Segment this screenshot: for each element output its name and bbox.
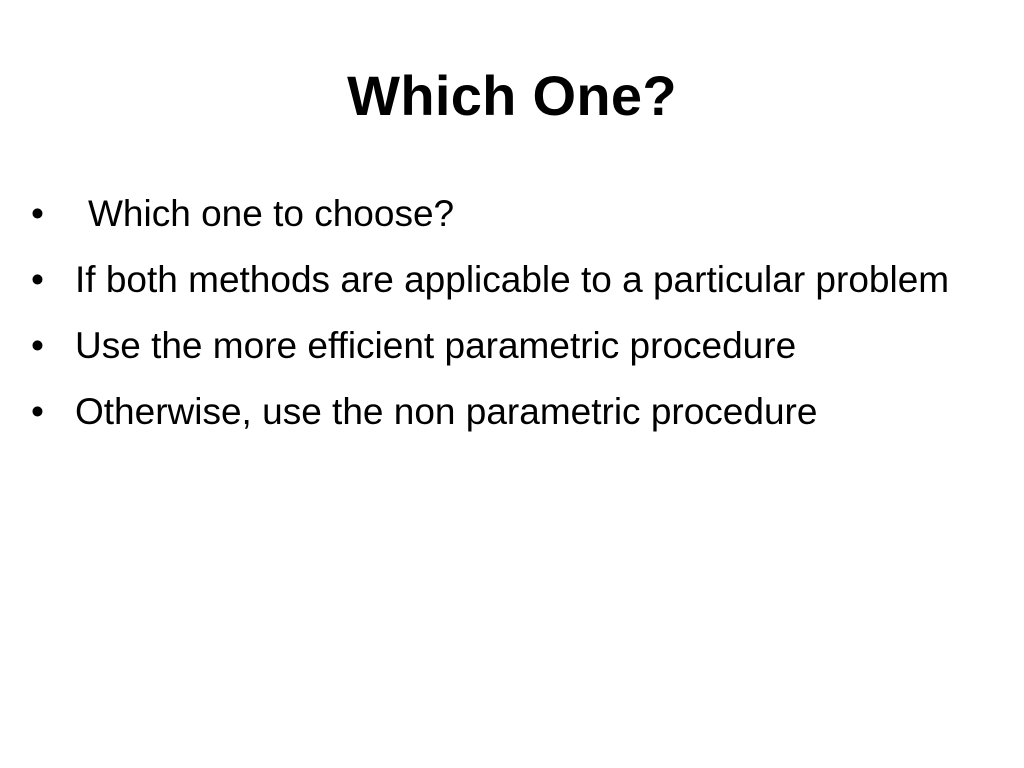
bullet-item-non-parametric bbox=[31, 386, 1006, 437]
bullet-text: Which one to choose? bbox=[88, 193, 455, 234]
bullet-list bbox=[31, 188, 1006, 452]
bullet-item-which-one bbox=[31, 188, 1006, 239]
bullet-icon: • bbox=[31, 325, 44, 366]
slide-title: Which One? bbox=[347, 64, 677, 127]
bullet-text: If both methods are applicable to a particular problem bbox=[75, 259, 950, 300]
bullet-text: Otherwise, use the non parametric procedure bbox=[75, 391, 818, 432]
bullet-item-parametric bbox=[31, 320, 1006, 371]
bullet-text: Use the more efficient parametric procedure bbox=[75, 325, 797, 366]
bullet-item-both-methods bbox=[31, 254, 1006, 305]
bullet-icon: • bbox=[31, 259, 44, 300]
bullet-icon: • bbox=[31, 391, 44, 432]
bullet-icon: • bbox=[31, 193, 44, 234]
